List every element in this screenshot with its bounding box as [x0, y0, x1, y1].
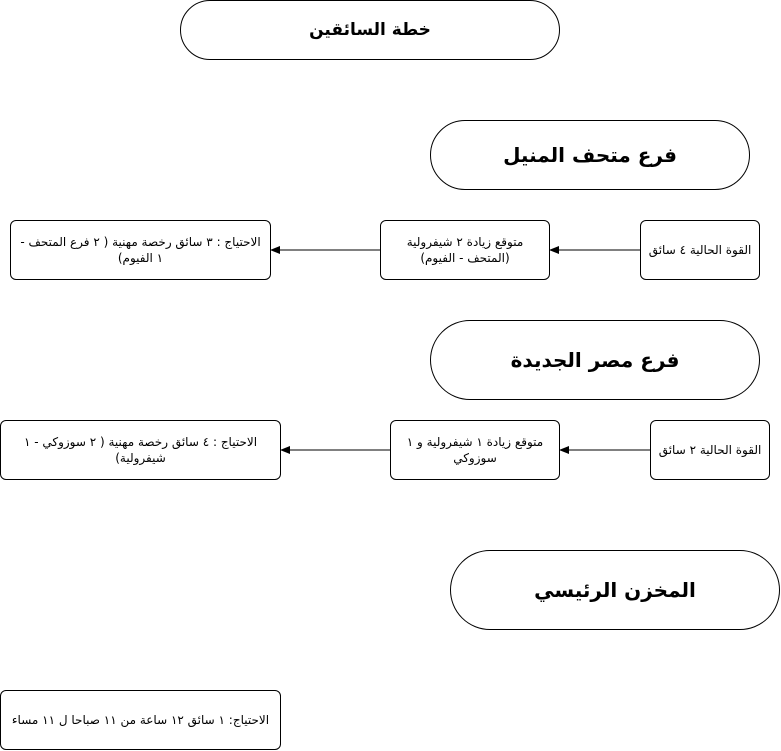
expected-increase-manial: متوقع زيادة ٢ شيفرولية (المتحف - الفيوم)	[380, 220, 550, 280]
branch-heliopolis: فرع مصر الجديدة	[430, 320, 760, 400]
need-heliopolis: الاحتياج : ٤ سائق رخصة مهنية ( ٢ سوزوكي - ١ شيفرولية)	[0, 420, 281, 480]
current-strength-manial: القوة الحالية ٤ سائق	[640, 220, 760, 280]
branch-main-warehouse: المخزن الرئيسي	[450, 550, 780, 630]
branch-manial-museum: فرع متحف المنيل	[430, 120, 750, 190]
need-main-warehouse: الاحتياج: ١ سائق ١٢ ساعة من ١١ صباحا ل ١١ مساء	[0, 690, 281, 750]
plan-title: خطة السائقين	[180, 0, 560, 60]
expected-increase-heliopolis: متوقع زيادة ١ شيفرولية و ١ سوزوكي	[390, 420, 560, 480]
need-manial: الاحتياج : ٣ سائق رخصة مهنية ( ٢ فرع المتحف - ١ الفيوم)	[10, 220, 271, 280]
current-strength-heliopolis: القوة الحالية ٢ سائق	[650, 420, 770, 480]
